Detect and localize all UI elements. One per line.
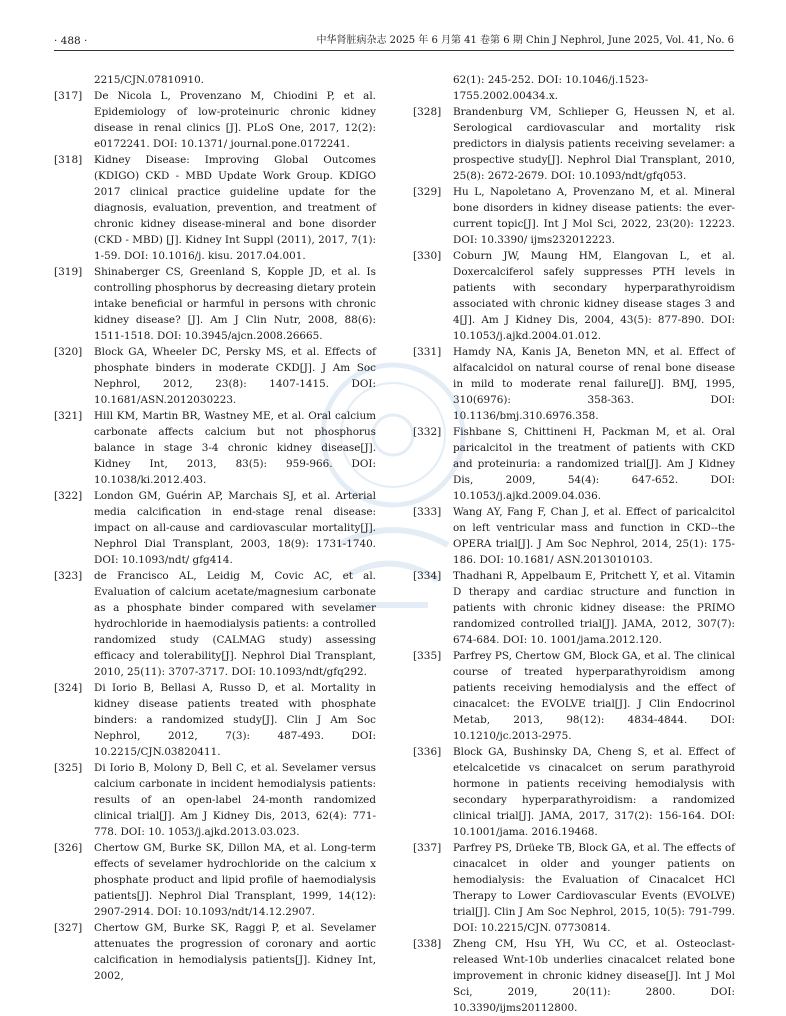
reference-entry bbox=[54, 408, 376, 488]
reference-entry bbox=[413, 424, 735, 504]
reference-number: [334] bbox=[413, 570, 442, 582]
reference-entry bbox=[413, 184, 735, 248]
reference-text: Hu L, Napoletano A, Provenzano M, et al. Mineral bone disorders in kidney disease patients: the ever-current topic[J]. Int J Mol Sci, 2022, 23(20): 12223. DOI: 10.3390/ ijms232012223. bbox=[453, 186, 735, 246]
reference-number: [320] bbox=[54, 346, 83, 358]
reference-number: [324] bbox=[54, 682, 83, 694]
page-number: · 488 · bbox=[54, 35, 88, 47]
reference-number: [335] bbox=[413, 650, 442, 662]
reference-text: Hill KM, Martin BR, Wastney ME, et al. Oral calcium carbonate affects calcium but not phosphorus balance in stage 3-4 chronic kidney disease[J]. Kidney Int, 2013, 83(5): 959-966. DOI: 10.1038/ki.2012.403. bbox=[94, 410, 376, 486]
reference-continuation bbox=[413, 72, 735, 104]
reference-text: Block GA, Wheeler DC, Persky MS, et al. Effects of phosphate binders in moderate CKD[J]. J Am Soc Nephrol, 2012, 23(8): 1407-1415. DOI: 10.1681/ASN.2012030223. bbox=[94, 346, 376, 406]
reference-entry bbox=[54, 840, 376, 920]
reference-entry bbox=[54, 568, 376, 680]
reference-text: de Francisco AL, Leidig M, Covic AC, et al. Evaluation of calcium acetate/magnesium carbonate as a phosphate binder compared with sevelamer hydrochloride in haemodialysis patients: a controlled randomized study (CALMAG study) assessing efficacy and tolerability[J]. Nephrol Dial Transplant, 2010, 25(11): 3707-3717. DOI: 10.1093/ndt/gfq292. bbox=[94, 570, 376, 678]
reference-entry bbox=[54, 88, 376, 152]
reference-text: Chertow GM, Burke SK, Raggi P, et al. Sevelamer attenuates the progression of coronary and aortic calcification in hemodialysis patients[J]. Kidney Int, 2002, bbox=[94, 922, 376, 982]
reference-number: [318] bbox=[54, 154, 83, 166]
reference-number: [332] bbox=[413, 426, 442, 438]
reference-number: [328] bbox=[413, 106, 442, 118]
reference-text: 62(1): 245-252. DOI: 10.1046/j.1523-1755.2002.00434.x. bbox=[453, 74, 649, 102]
reference-entry bbox=[413, 104, 735, 184]
reference-text: Coburn JW, Maung HM, Elangovan L, et al. Doxercalciferol safely suppresses PTH levels in patients with secondary hyperparathyroidism associated with chronic kidney disease stages 3 and 4[J]. Am J Kidney Dis, 2004, 43(5): 877-890. DOI: 10.1053/j.ajkd.2004.01.012. bbox=[453, 250, 735, 342]
reference-entry bbox=[54, 488, 376, 568]
reference-number: [326] bbox=[54, 842, 83, 854]
reference-text: Hamdy NA, Kanis JA, Beneton MN, et al. Effect of alfacalcidol on natural course of renal bone disease in mild to moderate renal failure[J]. BMJ, 1995, 310(6976): 358-363. DOI: 10.1136/bmj.310.6976.358. bbox=[453, 346, 735, 422]
reference-text: Zheng CM, Hsu YH, Wu CC, et al. Osteoclast-released Wnt-10b underlies cinacalcet related bone improvement in chronic kidney disease[J]. Int J Mol Sci, 2019, 20(11): 2800. DOI: 10.3390/ijms20112800. bbox=[453, 938, 735, 1014]
reference-number: [330] bbox=[413, 250, 442, 262]
reference-text: Kidney Disease: Improving Global Outcomes (KDIGO) CKD - MBD Update Work Group. KDIGO 2017 clinical practice guideline update for the diagnosis, evaluation, prevention, and treatment of chronic kidney disease-mineral and bone disorder (CKD - MBD) [J]. Kidney Int Suppl (2011), 2017, 7(1): 1-59. DOI: 10.1016/j. kisu. 2017.04.001. bbox=[94, 154, 376, 262]
reference-number: [337] bbox=[413, 842, 442, 854]
reference-text: Brandenburg VM, Schlieper G, Heussen N, et al. Serological cardiovascular and mortality risk predictors in dialysis patients receiving sevelamer: a prospective study[J]. Nephrol Dial Transplant, 2010, 25(8): 2672-2679. DOI: 10.1093/ndt/gfq053. bbox=[453, 106, 735, 182]
reference-text: Wang AY, Fang F, Chan J, et al. Effect of paricalcitol on left ventricular mass and function in CKD--the OPERA trial[J]. J Am Soc Nephrol, 2014, 25(1): 175-186. DOI: 10.1681/ ASN.2013010103. bbox=[453, 506, 735, 566]
reference-text: Shinaberger CS, Greenland S, Kopple JD, et al. Is controlling phosphorus by decreasing dietary protein intake beneficial or harmful in persons with chronic kidney disease? [J]. Am J Clin Nutr, 2008, 88(6): 1511-1518. DOI: 10.3945/ajcn.2008.26665. bbox=[94, 266, 376, 342]
reference-number: [333] bbox=[413, 506, 442, 518]
reference-number: [336] bbox=[413, 746, 442, 758]
reference-entry bbox=[413, 568, 735, 648]
reference-number bbox=[413, 72, 453, 104]
reference-entry bbox=[413, 936, 735, 1016]
reference-entry bbox=[413, 504, 735, 568]
reference-entry bbox=[54, 152, 376, 264]
reference-text: Parfrey PS, Chertow GM, Block GA, et al. The clinical course of treated hyperparathyroidism among patients receiving hemodialysis and the effect of cinacalcet: the EVOLVE trial[J]. J Clin Endocrinol Metab, 2013, 98(12): 4834-4844. DOI: 10.1210/jc.2013-2975. bbox=[453, 650, 735, 742]
reference-number: [317] bbox=[54, 90, 83, 102]
reference-text: Parfrey PS, Drüeke TB, Block GA, et al. The effects of cinacalcet in older and younger patients on hemodialysis: the Evaluation of Cinacalcet HCl Therapy to Lower Cardiovascular Events (EVOLVE) trial[J]. Clin J Am Soc Nephrol, 2015, 10(5): 791-799. DOI: 10.2215/CJN. 07730814. bbox=[453, 842, 735, 934]
reference-continuation bbox=[54, 72, 376, 88]
reference-text: Thadhani R, Appelbaum E, Pritchett Y, et al. Vitamin D therapy and cardiac structure and function in patients with chronic kidney disease: the PRIMO randomized controlled trial[J]. JAMA, 2012, 307(7): 674-684. DOI: 10. 1001/jama.2012.120. bbox=[453, 570, 735, 646]
reference-number: [322] bbox=[54, 490, 83, 502]
reference-number: [331] bbox=[413, 346, 442, 358]
reference-entry bbox=[413, 744, 735, 840]
reference-text: London GM, Guérin AP, Marchais SJ, et al. Arterial media calcification in end-stage renal disease: impact on all-cause and cardiovascular mortality[J]. Nephrol Dial Transplant, 2003, 18(9): 1731-1740. DOI: 10.1093/ndt/ gfg414. bbox=[94, 490, 376, 566]
references-left-column bbox=[54, 72, 376, 984]
reference-number: [329] bbox=[413, 186, 442, 198]
reference-number: [321] bbox=[54, 410, 83, 422]
running-header bbox=[54, 32, 734, 51]
reference-number: [325] bbox=[54, 762, 83, 774]
reference-text: De Nicola L, Provenzano M, Chiodini P, et al. Epidemiology of low-proteinuric chronic kidney disease in renal clinics [J]. PLoS One, 2017, 12(2): e0172241. DOI: 10.1371/ journal.pone.0172241. bbox=[94, 90, 376, 150]
reference-text: Fishbane S, Chittineni H, Packman M, et al. Oral paricalcitol in the treatment of patients with CKD and proteinuria: a randomized trial[J]. Am J Kidney Dis, 2009, 54(4): 647-652. DOI: 10.1053/j.ajkd.2009.04.036. bbox=[453, 426, 735, 502]
reference-number: [338] bbox=[413, 938, 442, 950]
reference-number: [319] bbox=[54, 266, 83, 278]
reference-number: [323] bbox=[54, 570, 83, 582]
journal-citation-line: 中华肾脏病杂志 2025 年 6 月第 41 卷第 6 期 Chin J Nephrol, June 2025, Vol. 41, No. 6 bbox=[316, 35, 734, 46]
reference-text: Chertow GM, Burke SK, Dillon MA, et al. Long-term effects of sevelamer hydrochloride on the calcium x phosphate product and lipid profile of haemodialysis patients[J]. Nephrol Dial Transplant, 1999, 14(12): 2907-2914. DOI: 10.1093/ndt/14.12.2907. bbox=[94, 842, 376, 918]
reference-text: Block GA, Bushinsky DA, Cheng S, et al. Effect of etelcalcetide vs cinacalcet on serum parathyroid hormone in patients receiving hemodialysis with secondary hyperparathyroidism: a randomized clinical trial[J]. JAMA, 2017, 317(2): 156-164. DOI: 10.1001/jama. 2016.19468. bbox=[453, 746, 735, 838]
reference-number: [327] bbox=[54, 922, 83, 934]
reference-entry bbox=[413, 344, 735, 424]
reference-text: Di Iorio B, Molony D, Bell C, et al. Sevelamer versus calcium carbonate in incident hemodialysis patients: results of an open-label 24-month randomized clinical trial[J]. Am J Kidney Dis, 2013, 62(4): 771-778. DOI: 10. 1053/j.ajkd.2013.03.023. bbox=[94, 762, 376, 838]
reference-entry bbox=[54, 920, 376, 984]
references-right-column bbox=[413, 72, 735, 1016]
reference-text: 2215/CJN.07810910. bbox=[94, 74, 204, 86]
reference-number bbox=[54, 72, 94, 88]
reference-text: Di Iorio B, Bellasi A, Russo D, et al. Mortality in kidney disease patients treated with phosphate binders: a randomized study[J]. Clin J Am Soc Nephrol, 2012, 7(3): 487-493. DOI: 10.2215/CJN.03820411. bbox=[94, 682, 376, 758]
reference-entry bbox=[413, 648, 735, 744]
reference-entry bbox=[54, 264, 376, 344]
reference-entry bbox=[54, 680, 376, 760]
reference-entry bbox=[413, 840, 735, 936]
reference-entry bbox=[54, 344, 376, 408]
reference-entry bbox=[413, 248, 735, 344]
reference-entry bbox=[54, 760, 376, 840]
